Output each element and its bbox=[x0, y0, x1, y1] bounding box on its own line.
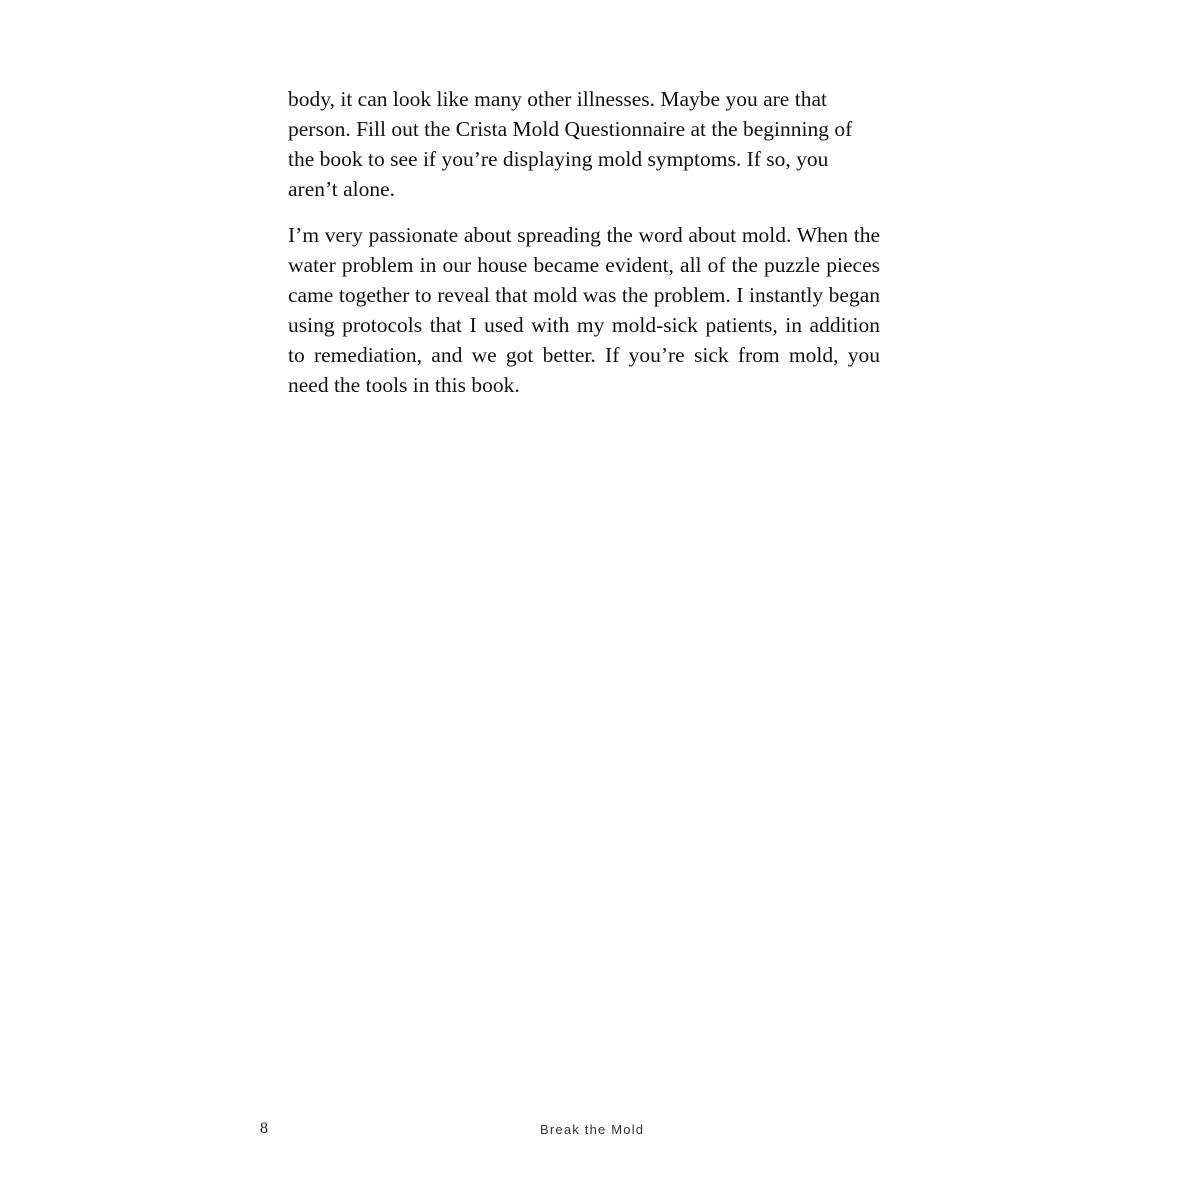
paragraph: I’m very passionate about spreading the word about mold. When the water problem in our house became evident, all of the puzzle pieces came together to reveal that mold was the problem. I instantly began using protocols that I used with my mold-sick patients, in addition to remediation, and we got better. If you’re sick from mold, you need the tools in this book. bbox=[288, 223, 880, 397]
page-number: 8 bbox=[260, 1120, 268, 1137]
body-text bbox=[288, 84, 880, 416]
paragraph: body, it can look like many other illnesses. Maybe you are that person. Fill out the Crista Mold Questionnaire at the beginning of the book to see if you’re displaying mold symptoms. If so, you aren’t alone. bbox=[288, 87, 853, 201]
running-title: Break the Mold bbox=[540, 1122, 645, 1137]
